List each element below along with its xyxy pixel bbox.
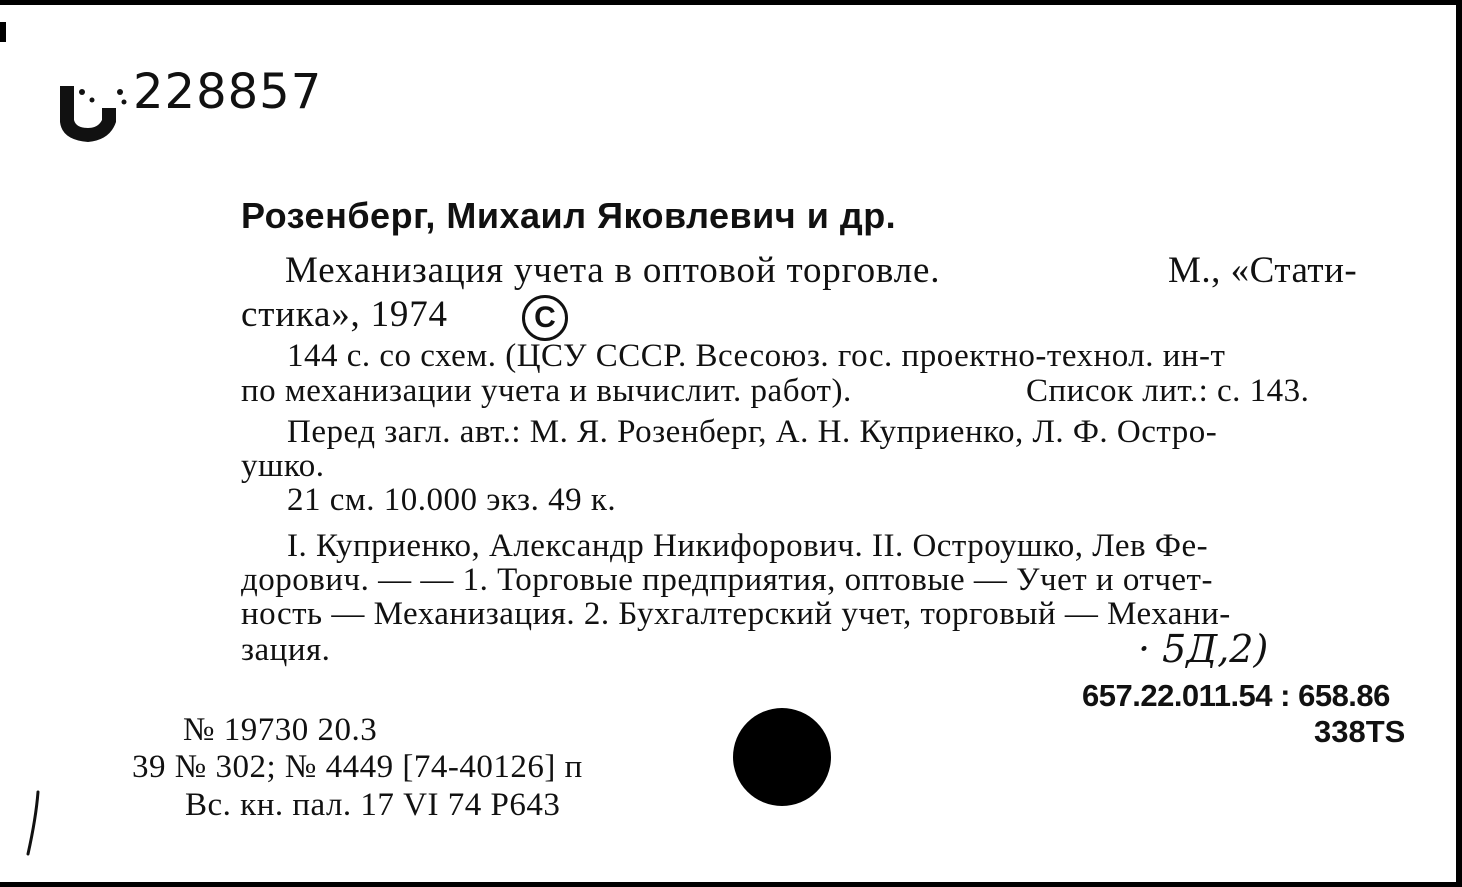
card-border-top [0, 0, 1462, 5]
print-info: Вс. кн. пал. 17 VI 74 Р643 [185, 787, 561, 823]
library-stamp-icon [52, 78, 128, 146]
publisher-year-line: стика», 1974 [241, 294, 448, 335]
card-border-bottom [0, 882, 1462, 887]
tracing-line: ность — Механизация. 2. Бухгалтерский учет, торговый — Механи- [241, 596, 1231, 632]
pencil-mark [24, 788, 44, 858]
physical-description: 21 см. 10.000 экз. 49 к. [287, 482, 617, 518]
tracing-line: I. Куприенко, Александр Никифорович. II. Остроушко, Лев Фе- [287, 528, 1209, 564]
tracing-line: дорович. — — 1. Торговые предприятия, оптовые — Учет и отчет- [241, 562, 1213, 598]
author-mark: 338TS [1314, 714, 1406, 749]
card-number: 228857 [133, 64, 323, 120]
order-number: 39 № 302; № 4449 [74-40126] п [132, 749, 583, 785]
accession-number: № 19730 20.3 [183, 712, 378, 748]
bibliography-note: Список лит.: с. 143. [1026, 373, 1310, 409]
card-edge-mark [0, 22, 6, 42]
classification-number: 657.22.011.54 : 658.86 [1082, 678, 1390, 713]
author-heading: Розенберг, Михаил Яковлевич и др. [241, 195, 897, 236]
pagination-note-continued: по механизации учета и вычислит. работ). [241, 373, 852, 409]
authors-note-continued: ушко. [241, 448, 325, 484]
card-border-right [1456, 0, 1462, 887]
title-line: Механизация учета в оптовой торговле. [285, 250, 941, 291]
pagination-note: 144 с. со схем. (ЦСУ СССР. Всесоюз. гос. проектно-технол. ин-т [287, 338, 1226, 374]
handwritten-shelf-code: · 5Д,2) [1138, 627, 1269, 671]
tracing-line: зация. [241, 632, 331, 668]
authors-note: Перед загл. авт.: М. Я. Розенберг, А. Н. Куприенко, Л. Ф. Остро- [287, 414, 1218, 450]
publisher-line: М., «Стати- [1168, 250, 1358, 291]
copyright-icon: С [522, 295, 568, 341]
punch-hole [733, 708, 831, 806]
